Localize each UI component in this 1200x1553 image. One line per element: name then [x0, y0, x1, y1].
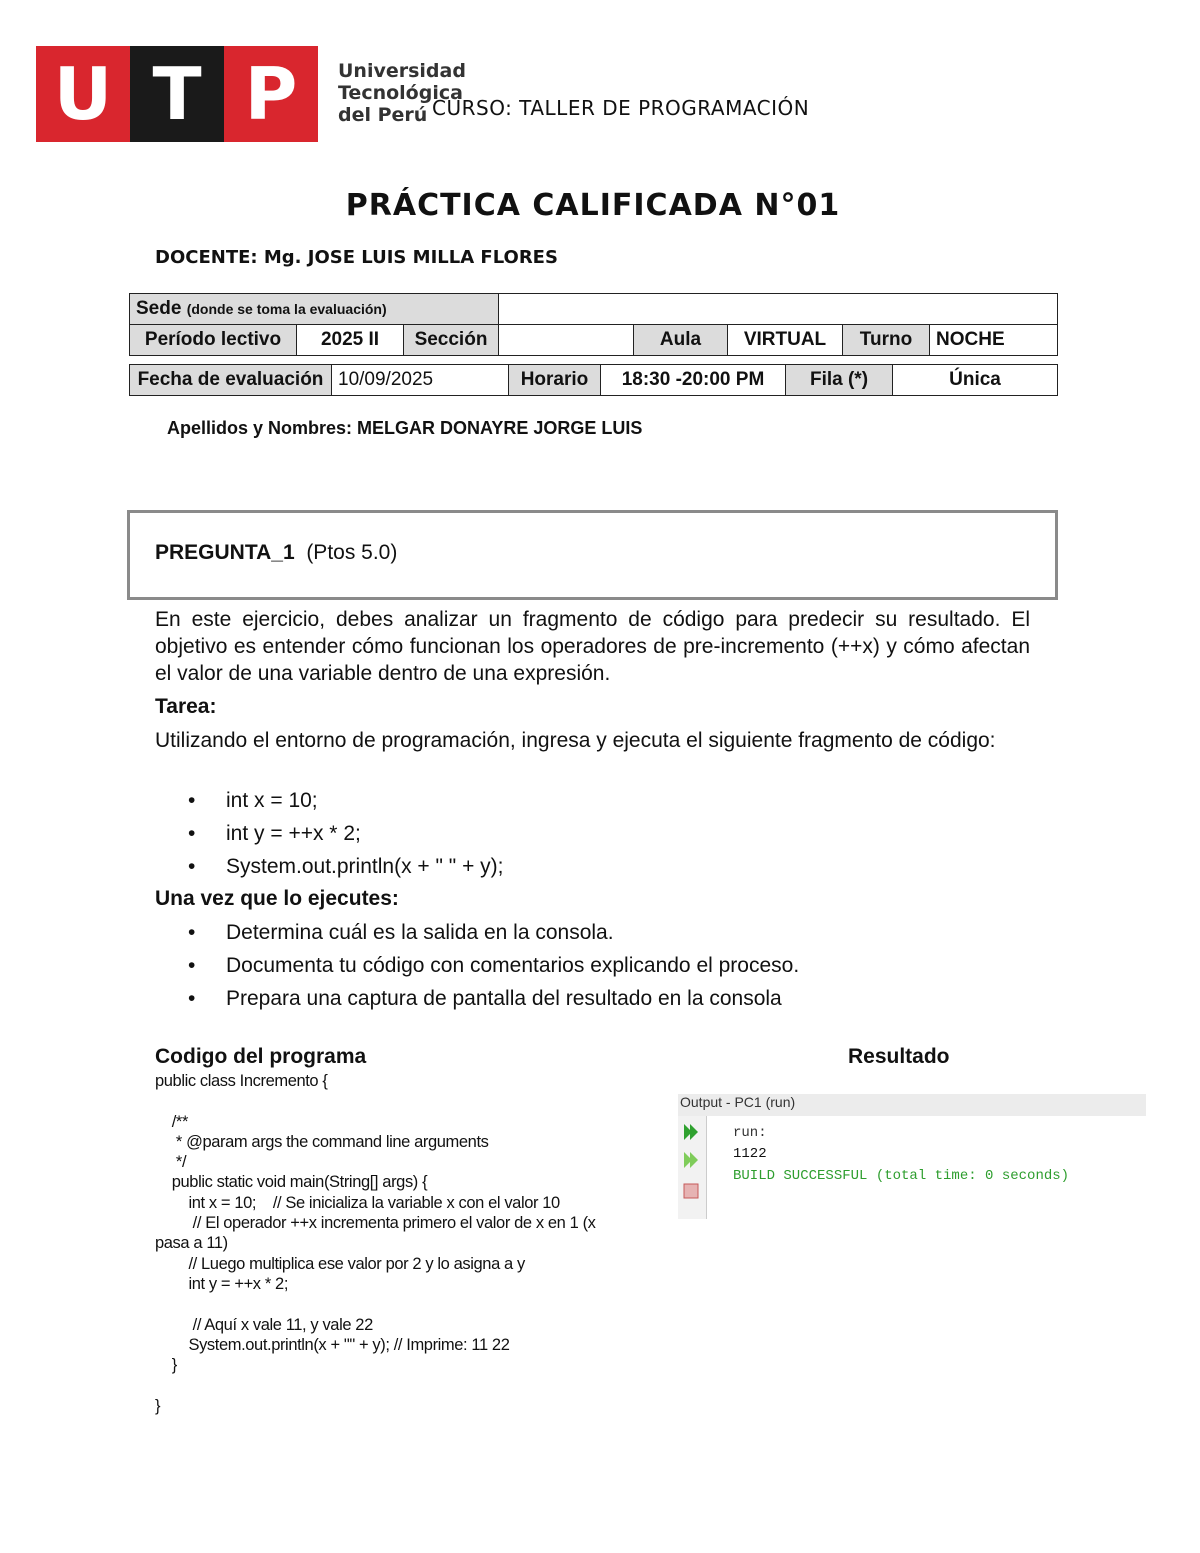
code-line: // Luego multiplica ese valor por 2 y lo asigna a y — [155, 1254, 525, 1273]
tarea-heading: Tarea: — [155, 695, 217, 718]
list-item: • Prepara una captura de pantalla del resultado en la consola — [180, 982, 799, 1015]
list-item: • int y = ++x * 2; — [180, 817, 504, 850]
fecha-label: Fecha de evaluación — [130, 365, 332, 396]
output-line: 1122 — [733, 1146, 767, 1162]
code-line: int y = ++x * 2; — [155, 1274, 289, 1293]
fecha-value: 10/09/2025 — [332, 365, 509, 396]
rerun-icon — [682, 1122, 700, 1142]
intro-paragraph: En este ejercicio, debes analizar un fragmento de código para predecir su resultado. El objetivo es entender cómo funcionan los operadores de pre-incremento (++x) y cómo afectan el valor de una variable dentro de una expresión. — [155, 608, 1030, 685]
university-line: del Perú — [338, 104, 428, 126]
info-table — [129, 293, 1058, 356]
code-line: System.out.println(x + "" + y); // Imprime: 11 22 — [155, 1335, 510, 1354]
output-line: run: — [733, 1125, 767, 1141]
code-line — [155, 1294, 665, 1314]
code-line: * @param args the command line arguments — [155, 1132, 489, 1151]
code-line: pasa a 11) — [155, 1234, 228, 1253]
course-title: CURSO: TALLER DE PROGRAMACIÓN — [432, 96, 810, 120]
page-title: PRÁCTICA CALIFICADA N°01 — [345, 188, 841, 223]
code-heading: Codigo del programa — [155, 1045, 367, 1068]
logo-letter-p: P — [244, 52, 298, 136]
periodo-label: Período lectivo — [130, 325, 297, 356]
code-line — [155, 1375, 665, 1395]
sede-note: (donde se toma la evaluación) — [186, 301, 387, 317]
logo-letter-u: U — [53, 52, 113, 136]
code-line: int x = 10; // Se inicializa la variable x con el valor 10 — [155, 1193, 560, 1212]
question-points: (Ptos 5.0) — [306, 541, 398, 564]
info-table-row3 — [129, 364, 1058, 396]
university-line: Universidad — [338, 60, 466, 82]
result-heading: Resultado — [848, 1045, 950, 1068]
seccion-value — [499, 325, 634, 356]
ejecutes-heading: Una vez que lo ejecutes: — [155, 887, 399, 910]
fila-label: Fila (*) — [786, 365, 893, 396]
question-title — [155, 541, 397, 565]
code-line: // El operador ++x incrementa primero el valor de x en 1 (x — [155, 1214, 596, 1233]
turno-value: NOCHE — [930, 325, 1058, 356]
aula-value: VIRTUAL — [728, 325, 843, 356]
run-icon — [682, 1150, 700, 1170]
fila-value: Única — [893, 365, 1058, 396]
sede-value — [499, 294, 1058, 325]
code-line: /** — [155, 1112, 188, 1131]
code-line: public class Incremento { — [155, 1072, 328, 1090]
horario-value: 18:30 -20:00 PM — [601, 365, 786, 396]
student-name: Apellidos y Nombres: MELGAR DONAYRE JORGE LUIS — [167, 418, 643, 438]
code-line: // Aquí x vale 11, y vale 22 — [155, 1315, 373, 1334]
list-item: • Determina cuál es la salida en la consola. — [180, 916, 799, 949]
periodo-value: 2025 II — [297, 325, 404, 356]
teacher-name: DOCENTE: Mg. JOSE LUIS MILLA FLORES — [155, 247, 558, 268]
sede-label: Sede — [136, 298, 182, 319]
code-line: */ — [155, 1153, 187, 1172]
list-item: • System.out.println(x + " " + y); — [180, 850, 504, 883]
code-line — [155, 1091, 665, 1111]
horario-label: Horario — [509, 365, 601, 396]
university-line: Tecnológica — [338, 82, 463, 104]
output-line: BUILD SUCCESSFUL (total time: 0 seconds) — [733, 1168, 1070, 1184]
turno-label: Turno — [843, 325, 930, 356]
program-code — [155, 1071, 665, 1416]
aula-label: Aula — [634, 325, 728, 356]
sede-label-cell — [130, 294, 499, 325]
stop-icon — [682, 1182, 700, 1200]
output-gutter — [678, 1116, 707, 1219]
question-label: PREGUNTA_1 — [155, 541, 295, 564]
logo-letter-t: T — [130, 46, 224, 142]
code-line: } — [155, 1396, 161, 1415]
console-output — [678, 1094, 1146, 1219]
code-line: } — [155, 1356, 177, 1375]
utp-logo — [36, 46, 318, 142]
code-bullet-list — [180, 784, 504, 883]
tarea-text: Utilizando el entorno de programación, ingresa y ejecuta el siguiente fragmento de código: — [155, 729, 996, 752]
code-line: public static void main(String[] args) { — [155, 1173, 428, 1192]
list-item: • Documenta tu código con comentarios explicando el proceso. — [180, 949, 799, 982]
ejecutes-bullet-list — [180, 916, 799, 1015]
list-item: • int x = 10; — [180, 784, 504, 817]
seccion-label: Sección — [404, 325, 499, 356]
output-header: Output - PC1 (run) — [678, 1094, 1146, 1116]
